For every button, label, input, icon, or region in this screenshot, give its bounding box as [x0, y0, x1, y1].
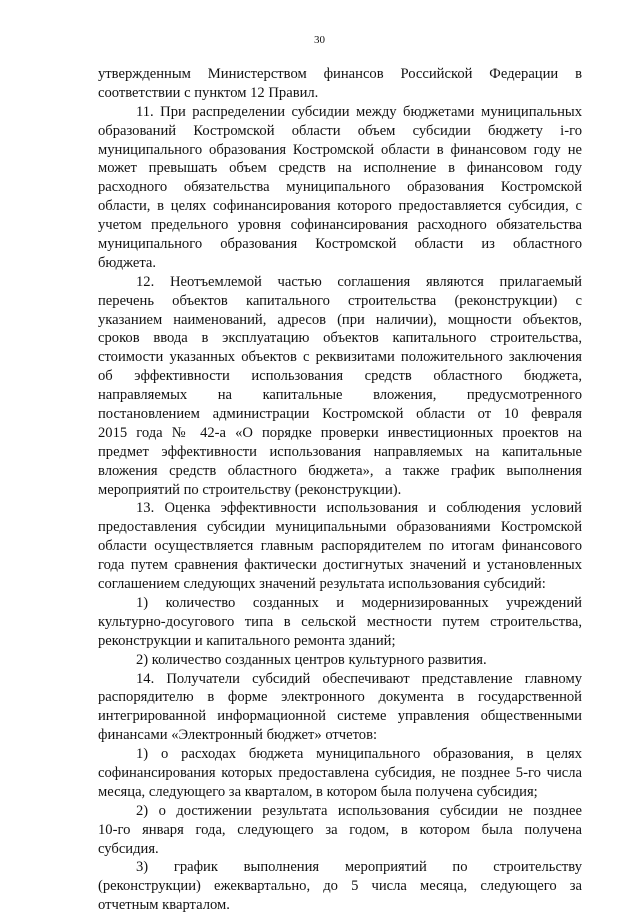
text-line: направляемых на капитальные вложения, предусмотренного: [98, 387, 582, 404]
text-line: может превышать объем средств на исполнение в финансовом году: [98, 160, 582, 177]
text-line: 10-го января года, следующего за годом, в котором была получена: [98, 821, 582, 838]
text-line: распорядителю в форме электронного документа в государственной: [98, 689, 582, 706]
text-line: 2015 года № 42-а «О порядке проверки инвестиционных проектов на: [98, 424, 582, 441]
text-line: предоставления субсидии муниципальными образованиями Костромской: [98, 519, 582, 536]
text-line: софинансирования которых предоставлена субсидия, не позднее 5-го числа: [98, 764, 582, 781]
text-line: 2) о достижении результата использования субсидии не позднее: [136, 802, 582, 819]
text-line: года путем сравнения фактически достигнутых значений и установленных: [98, 557, 582, 574]
text-line: мероприятий по строительству (реконструкции).: [98, 481, 402, 498]
text-line: 1) о расходах бюджета муниципального образования, в целях: [136, 746, 582, 763]
text-line: области, в целях софинансирования которого предоставляется субсидия, с: [98, 198, 582, 215]
text-line: расходного обязательства муниципального образования Костромской: [98, 179, 582, 196]
text-line: области осуществляется главным распорядителем по итогам финансового: [98, 538, 582, 555]
text-line: предмет эффективности использования направляемых на капитальные: [98, 443, 582, 460]
text-line: соответствии с пунктом 12 Правил.: [98, 84, 319, 101]
text-line: месяца, следующего за кварталом, в котором была получена субсидия;: [98, 783, 538, 800]
text-line: постановлением администрации Костромской области от 10 февраля: [98, 406, 582, 423]
text-line: об эффективности использования средств областного бюджета,: [98, 368, 582, 385]
text-line: 11. При распределении субсидии между бюджетами муниципальных: [136, 103, 582, 120]
text-line: стоимости указанных объектов с реквизитами положительного заключения: [98, 349, 582, 366]
text-line: 13. Оценка эффективности использования и соблюдения условий: [136, 500, 582, 517]
text-line: культурно-досугового типа в сельской местности путем строительства,: [98, 613, 582, 630]
text-line: 2) количество созданных центров культурного развития.: [136, 651, 487, 668]
text-line: (реконструкции) ежеквартально, до 5 числа месяца, следующего за: [98, 878, 582, 895]
text-line: 1) количество созданных и модернизированных учреждений: [136, 594, 582, 611]
text-line: бюджета.: [98, 254, 157, 271]
text-line: указанием наименований, адресов (при наличии), мощности объектов,: [98, 311, 582, 328]
text-line: учетом предельного уровня софинансирования расходного обязательства: [98, 217, 582, 234]
text-line: образований Костромской области объем субсидии бюджету i-го: [98, 122, 582, 139]
text-line: перечень объектов капитального строительства (реконструкции) с: [98, 292, 582, 309]
page-number: 30: [314, 34, 325, 46]
text-line: сроков ввода в эксплуатацию объектов капитального строительства,: [98, 330, 582, 347]
document-body: [98, 65, 582, 915]
text-line: 14. Получатели субсидий обеспечивают представление главному: [136, 670, 582, 687]
text-line: реконструкции и капитального ремонта зданий;: [98, 632, 396, 649]
text-line: 12. Неотъемлемой частью соглашения являются прилагаемый: [136, 273, 582, 290]
text-line: субсидия.: [98, 840, 159, 857]
text-line: вложения средств областного бюджета», а также график выполнения: [98, 462, 582, 479]
text-line: соглашением следующих значений результата использования субсидий:: [98, 576, 546, 593]
text-line: финансами «Электронный бюджет» отчетов:: [98, 727, 378, 744]
text-line: муниципального образования Костромской области в финансовом году не: [98, 141, 582, 158]
text-line: 3) график выполнения мероприятий по строительству: [136, 859, 582, 876]
text-line: отчетным кварталом.: [98, 897, 230, 914]
text-line: муниципального образования Костромской области из областного: [98, 236, 582, 253]
text-line: интегрированной информационной системе управления общественными: [98, 708, 582, 725]
text-line: утвержденным Министерством финансов Российской Федерации в: [98, 66, 582, 82]
